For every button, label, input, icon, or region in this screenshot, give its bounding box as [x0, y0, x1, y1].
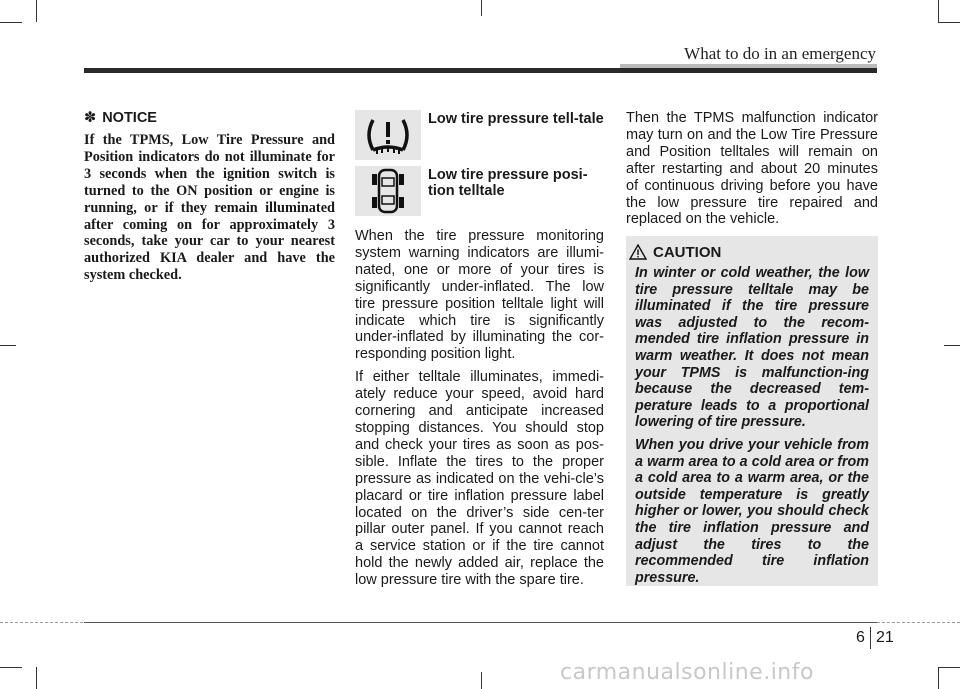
notice-heading-label: NOTICE — [102, 110, 157, 126]
telltale-label: Low tire pressure posi-tion telltale — [428, 167, 588, 199]
page-number: 21 — [876, 629, 894, 646]
register-mark-top — [481, 0, 482, 16]
warning-triangle-icon — [629, 244, 647, 260]
caution-box — [626, 236, 878, 586]
crop-mark-bottom-right-h — [938, 667, 960, 668]
middle-column — [355, 110, 604, 595]
register-mark-left — [0, 345, 16, 346]
crop-mark-bottom-left-h — [0, 667, 22, 668]
register-mark-bottom — [481, 672, 482, 689]
crop-mark-top-right — [938, 0, 939, 22]
chapter-number: 6 — [856, 629, 865, 646]
telltale-low-pressure — [355, 110, 604, 162]
notice-body: If the TPMS, Low Tire Pressure and Position indicators do not illuminate for 3 seconds when the ignition switch is turned to the ON position or engine is running, or if they remain illuminated after coming on for approximately 3 seconds, take your car to your nearest authorized KIA dealer and have the system checked. — [84, 132, 335, 284]
caution-heading — [653, 244, 869, 261]
footer-rule — [84, 622, 877, 623]
crop-mark-bottom-right — [938, 667, 939, 689]
register-mark-right — [944, 345, 960, 346]
page-separator — [870, 627, 871, 649]
notice-star-icon: ✽ — [84, 110, 97, 126]
caution-paragraph: When you drive your vehicle from a warm area to a cold area or from a cold area to a warm area, or the outside temperature is greatly higher or lower, you should check the tire inflation pressure and adjust the tires to the recommended tire inflation pressure. — [635, 436, 869, 586]
header-rule — [84, 68, 877, 73]
notice-heading — [84, 110, 335, 126]
crop-mark-top-right-h — [938, 22, 960, 23]
watermark: carmanualsonline.info — [560, 660, 814, 685]
body-paragraph: Then the TPMS malfunction indicator may turn on and the Low Tire Pressure and Position telltales will remain on after restarting and about 20 minutes of continuous driving before you have the low pressure tire repaired and replaced on the vehicle. — [626, 110, 878, 228]
caution-paragraph: In winter or cold weather, the low tire pressure telltale may be illuminated if the tire pressure was adjusted to the recom-mended tire inflation pressure in warm weather. It does not mean your TPMS is malfunction-ing because the decreased tem-perature leads to a proportional lowering of tire pressure. — [635, 265, 869, 431]
crop-mark-bottom-left — [36, 667, 37, 689]
notice-block — [84, 110, 335, 284]
crop-mark-top-left — [36, 0, 37, 22]
tire-position-icon — [355, 166, 421, 216]
crop-mark-top-left-h — [0, 22, 22, 23]
section-title: What to do in an emergency — [684, 44, 876, 63]
low-tire-pressure-icon — [355, 110, 421, 160]
body-paragraph: If either telltale illuminates, immedi-ately reduce your speed, avoid hard cornering and anticipate increased stopping distances. You should stop and check your tires as soon as pos-sible. Inflate the tires to the proper pressure as indicated on the vehi-cle’s placard or tire inflation pressure label located on the driver’s side cen-ter pillar outer panel. If you cannot reach a service station or if the tire cannot hold the newly added air, replace the low pressure tire with the spare tire. — [355, 369, 604, 589]
caution-heading-label: CAUTION — [653, 244, 722, 261]
right-column — [626, 110, 878, 234]
body-paragraph: When the tire pressure monitoring system warning indicators are illumi-nated, one or more of your tires is significantly under-inflated. The low tire pressure position telltale light will indicate which tire is significantly under-inflated by illuminating the cor-responding position light. — [355, 228, 604, 363]
telltale-position — [355, 166, 604, 218]
telltale-label: Low tire pressure tell-tale — [428, 111, 604, 127]
